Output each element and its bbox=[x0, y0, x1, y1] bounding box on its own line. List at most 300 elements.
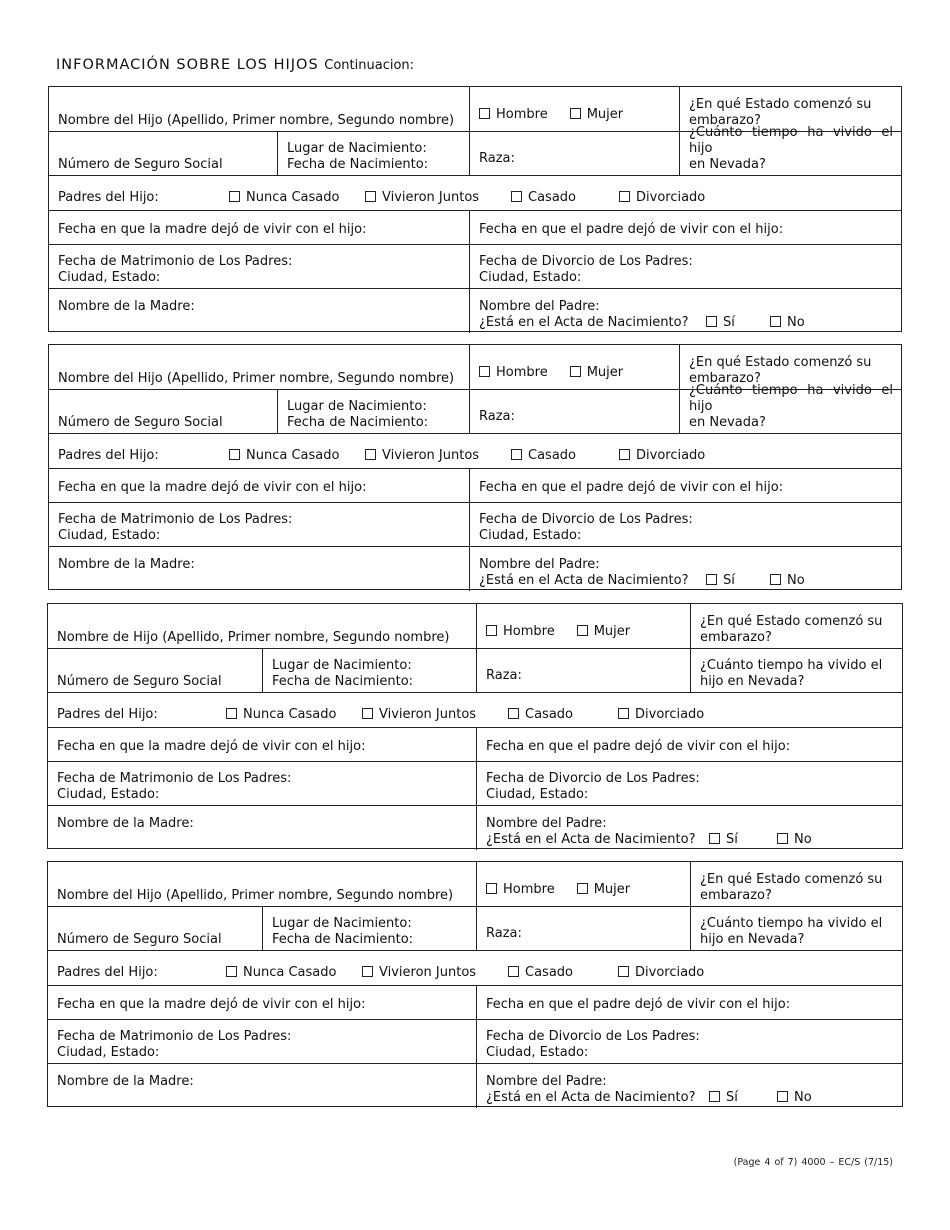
married-option[interactable] bbox=[508, 965, 573, 981]
female-label: Mujer bbox=[586, 365, 624, 380]
birth-cert-yes-label: Sí bbox=[723, 315, 735, 330]
race-label: Raza: bbox=[486, 668, 522, 683]
nevada-residence-text bbox=[700, 916, 894, 948]
mother-left-date-field[interactable] bbox=[49, 469, 469, 502]
birthdate-label: Fecha de Nacimiento: bbox=[272, 674, 414, 689]
nevada-residence-text bbox=[689, 125, 893, 173]
birth-cert-no-checkbox[interactable] bbox=[770, 574, 781, 585]
divorced-option[interactable] bbox=[618, 707, 704, 723]
gender-field[interactable] bbox=[476, 604, 690, 648]
father-left-text bbox=[486, 997, 894, 1013]
pregnancy-state-label-line2: embarazo? bbox=[700, 630, 772, 645]
birth-cert-yes-option[interactable] bbox=[709, 1090, 738, 1106]
birth-cert-yes-checkbox[interactable] bbox=[706, 316, 717, 327]
form-row bbox=[49, 546, 901, 591]
never-married-checkbox[interactable] bbox=[229, 191, 240, 202]
marriage-date-label: Fecha de Matrimonio de Los Padres: bbox=[58, 254, 293, 269]
pregnancy-state-label-line1: ¿En qué Estado comenzó su bbox=[700, 872, 883, 887]
form-row bbox=[49, 210, 901, 244]
pregnancy-state-label-line1: ¿En qué Estado comenzó su bbox=[700, 614, 883, 629]
lived-together-checkbox[interactable] bbox=[362, 708, 373, 719]
divorced-checkbox[interactable] bbox=[618, 966, 629, 977]
form-row bbox=[48, 985, 902, 1019]
mother-left-text bbox=[57, 997, 468, 1013]
race-field[interactable] bbox=[469, 132, 679, 175]
nevada-residence-label-line1: ¿Cuánto tiempo ha vivido el hijo bbox=[689, 383, 893, 414]
mother-name-text bbox=[57, 816, 468, 832]
ssn-label: Número de Seguro Social bbox=[58, 157, 223, 172]
pregnancy-state-text bbox=[700, 872, 894, 904]
child-name-field[interactable] bbox=[48, 604, 476, 648]
male-checkbox[interactable] bbox=[486, 883, 497, 894]
birth-cert-yes-option[interactable] bbox=[709, 832, 738, 848]
male-label: Hombre bbox=[503, 882, 555, 897]
mother-name-label: Nombre de la Madre: bbox=[58, 557, 195, 572]
lived-together-option[interactable] bbox=[365, 190, 479, 206]
married-label: Casado bbox=[525, 707, 573, 722]
father-left-label: Fecha en que el padre dejó de vivir con el hijo: bbox=[479, 222, 784, 237]
male-checkbox[interactable] bbox=[486, 625, 497, 636]
ssn-field[interactable] bbox=[48, 649, 262, 692]
never-married-checkbox[interactable] bbox=[229, 449, 240, 460]
race-label: Raza: bbox=[479, 409, 515, 424]
mother-name-label: Nombre de la Madre: bbox=[57, 816, 194, 831]
married-checkbox[interactable] bbox=[511, 191, 522, 202]
divorce-date-label: Fecha de Divorcio de Los Padres: bbox=[479, 254, 693, 269]
page-footer: (Page 4 of 7) 4000 – EC/S (7/15) bbox=[733, 1157, 893, 1168]
pregnancy-state-text bbox=[700, 614, 894, 646]
child-info-block bbox=[47, 861, 903, 1107]
female-checkbox[interactable] bbox=[577, 883, 588, 894]
nevada-residence-label-line2: hijo en Nevada? bbox=[700, 932, 805, 947]
birthplace-label: Lugar de Nacimiento: bbox=[287, 399, 427, 414]
birth-info-field[interactable] bbox=[277, 132, 469, 175]
marriage-date-label: Fecha de Matrimonio de Los Padres: bbox=[57, 771, 292, 786]
birth-info-field[interactable] bbox=[262, 649, 476, 692]
form-row bbox=[48, 761, 902, 805]
mother-name-label: Nombre de la Madre: bbox=[58, 299, 195, 314]
marriage-city-label: Ciudad, Estado: bbox=[57, 1045, 160, 1060]
mother-left-text bbox=[57, 739, 468, 755]
lived-together-checkbox[interactable] bbox=[365, 449, 376, 460]
birth-cert-yes-checkbox[interactable] bbox=[709, 1091, 720, 1102]
mother-left-label: Fecha en que la madre dejó de vivir con el hijo: bbox=[57, 997, 366, 1012]
birth-cert-no-checkbox[interactable] bbox=[777, 1091, 788, 1102]
parents-status-label: Padres del Hijo: bbox=[58, 448, 159, 463]
race-field[interactable] bbox=[476, 907, 690, 950]
never-married-label: Nunca Casado bbox=[243, 965, 337, 980]
mother-name-field[interactable] bbox=[48, 1064, 476, 1108]
birth-cert-yes-label: Sí bbox=[726, 832, 738, 847]
lived-together-checkbox[interactable] bbox=[362, 966, 373, 977]
birthdate-label: Fecha de Nacimiento: bbox=[287, 157, 429, 172]
father-left-date-field[interactable] bbox=[476, 728, 902, 761]
gender-line bbox=[479, 365, 671, 381]
page-heading bbox=[56, 57, 414, 73]
female-label: Mujer bbox=[593, 882, 631, 897]
divorced-option[interactable] bbox=[619, 190, 705, 206]
father-left-date-field[interactable] bbox=[469, 211, 901, 244]
lived-together-label: Vivieron Juntos bbox=[382, 448, 480, 463]
nevada-residence-field[interactable] bbox=[679, 125, 901, 175]
gender-line bbox=[486, 624, 682, 640]
divorce-text bbox=[486, 1029, 894, 1061]
child-info-block bbox=[47, 603, 903, 849]
father-name-field[interactable] bbox=[469, 547, 901, 591]
marriage-city-label: Ciudad, Estado: bbox=[57, 787, 160, 802]
child-name-label: Nombre del Hijo (Apellido, Primer nombre, Segundo nombre) bbox=[58, 371, 455, 386]
ssn-field[interactable] bbox=[49, 132, 277, 175]
form-row bbox=[49, 433, 901, 468]
divorce-date-field[interactable] bbox=[469, 503, 901, 546]
never-married-checkbox[interactable] bbox=[226, 708, 237, 719]
birth-certificate-label: ¿Está en el Acta de Nacimiento? bbox=[479, 573, 689, 588]
pregnancy-state-label-line1: ¿En qué Estado comenzó su bbox=[689, 97, 872, 112]
parents-status-label: Padres del Hijo: bbox=[58, 190, 159, 205]
never-married-label: Nunca Casado bbox=[243, 707, 337, 722]
birth-info-text bbox=[287, 399, 461, 431]
parents-status-label: Padres del Hijo: bbox=[57, 707, 158, 722]
birth-cert-yes-option[interactable] bbox=[706, 573, 735, 589]
nevada-residence-label-line2: en Nevada? bbox=[689, 157, 766, 172]
pregnancy-state-label-line2: embarazo? bbox=[700, 888, 772, 903]
child-name-label: Nombre del Hijo (Apellido, Primer nombre, Segundo nombre) bbox=[57, 888, 454, 903]
married-label: Casado bbox=[525, 965, 573, 980]
child-name-field[interactable] bbox=[49, 87, 469, 131]
birth-cert-no-option[interactable] bbox=[770, 573, 805, 589]
form-row bbox=[48, 604, 902, 648]
divorce-city-label: Ciudad, Estado: bbox=[486, 1045, 589, 1060]
race-label: Raza: bbox=[486, 926, 522, 941]
married-label: Casado bbox=[528, 190, 576, 205]
divorced-label: Divorciado bbox=[636, 190, 706, 205]
nevada-residence-label-line2: hijo en Nevada? bbox=[700, 674, 805, 689]
father-name-field[interactable] bbox=[476, 806, 902, 850]
mother-name-field[interactable] bbox=[49, 547, 469, 591]
divorce-city-label: Ciudad, Estado: bbox=[479, 270, 582, 285]
nevada-residence-label-line1: ¿Cuánto tiempo ha vivido el hijo bbox=[689, 125, 893, 156]
male-label: Hombre bbox=[496, 107, 548, 122]
ssn-text bbox=[58, 157, 269, 173]
ssn-text bbox=[57, 932, 254, 948]
pregnancy-state-label-line2: embarazo? bbox=[689, 113, 761, 128]
divorced-label: Divorciado bbox=[636, 448, 706, 463]
never-married-option[interactable] bbox=[226, 965, 336, 981]
mother-left-label: Fecha en que la madre dejó de vivir con el hijo: bbox=[57, 739, 366, 754]
divorced-option[interactable] bbox=[619, 448, 705, 464]
child-name-label: Nombre de Hijo (Apellido, Primer nombre, Segundo nombre) bbox=[57, 630, 450, 645]
form-row bbox=[49, 288, 901, 333]
divorced-option[interactable] bbox=[618, 965, 704, 981]
married-checkbox[interactable] bbox=[508, 966, 519, 977]
race-text bbox=[479, 151, 671, 167]
ssn-text bbox=[57, 674, 254, 690]
marriage-text bbox=[58, 512, 461, 544]
nevada-residence-field[interactable] bbox=[679, 383, 901, 433]
divorce-date-label: Fecha de Divorcio de Los Padres: bbox=[486, 771, 700, 786]
mother-left-text bbox=[58, 222, 461, 238]
form-row bbox=[49, 383, 901, 433]
male-label: Hombre bbox=[503, 624, 555, 639]
birth-cert-yes-label: Sí bbox=[723, 573, 735, 588]
father-name-text bbox=[479, 557, 893, 589]
nevada-residence-field[interactable] bbox=[690, 907, 902, 950]
child-name-field[interactable] bbox=[48, 862, 476, 906]
divorce-city-label: Ciudad, Estado: bbox=[486, 787, 589, 802]
marriage-city-label: Ciudad, Estado: bbox=[58, 270, 161, 285]
birth-cert-no-option[interactable] bbox=[777, 832, 812, 848]
married-option[interactable] bbox=[511, 190, 576, 206]
father-left-date-field[interactable] bbox=[469, 469, 901, 502]
child-name-text bbox=[58, 113, 461, 129]
birth-info-text bbox=[272, 916, 468, 948]
race-text bbox=[486, 668, 682, 684]
married-checkbox[interactable] bbox=[511, 449, 522, 460]
gender-options bbox=[479, 107, 671, 123]
father-name-field[interactable] bbox=[469, 289, 901, 333]
married-checkbox[interactable] bbox=[508, 708, 519, 719]
divorce-date-label: Fecha de Divorcio de Los Padres: bbox=[479, 512, 693, 527]
never-married-label: Nunca Casado bbox=[246, 448, 340, 463]
birthplace-label: Lugar de Nacimiento: bbox=[287, 141, 427, 156]
mother-left-date-field[interactable] bbox=[49, 211, 469, 244]
form-row bbox=[48, 692, 902, 727]
marriage-date-label: Fecha de Matrimonio de Los Padres: bbox=[58, 512, 293, 527]
lived-together-option[interactable] bbox=[365, 448, 479, 464]
birth-cert-no-checkbox[interactable] bbox=[770, 316, 781, 327]
father-name-label: Nombre del Padre: bbox=[486, 1074, 607, 1089]
divorce-text bbox=[479, 254, 893, 286]
birth-cert-yes-option[interactable] bbox=[706, 315, 735, 331]
divorced-label: Divorciado bbox=[635, 965, 705, 980]
female-checkbox[interactable] bbox=[570, 366, 581, 377]
parents-status-label: Padres del Hijo: bbox=[57, 965, 158, 980]
lived-together-option[interactable] bbox=[362, 965, 476, 981]
pregnancy-state-field[interactable] bbox=[690, 604, 902, 648]
father-left-text bbox=[486, 739, 894, 755]
pregnancy-state-label-line1: ¿En qué Estado comenzó su bbox=[689, 355, 872, 370]
nevada-residence-field[interactable] bbox=[690, 649, 902, 692]
never-married-option[interactable] bbox=[229, 190, 339, 206]
form-row bbox=[49, 125, 901, 175]
father-name-label: Nombre del Padre: bbox=[479, 299, 600, 314]
nevada-residence-label-line1: ¿Cuánto tiempo ha vivido el bbox=[700, 916, 883, 931]
marriage-text bbox=[57, 771, 468, 803]
nevada-residence-label-line1: ¿Cuánto tiempo ha vivido el bbox=[700, 658, 883, 673]
birth-certificate-label: ¿Está en el Acta de Nacimiento? bbox=[486, 1090, 696, 1105]
male-checkbox[interactable] bbox=[479, 366, 490, 377]
lived-together-checkbox[interactable] bbox=[365, 191, 376, 202]
divorce-date-field[interactable] bbox=[476, 762, 902, 805]
form-row bbox=[48, 906, 902, 950]
mother-left-date-field[interactable] bbox=[48, 728, 476, 761]
ssn-field[interactable] bbox=[48, 907, 262, 950]
birth-certificate-label: ¿Está en el Acta de Nacimiento? bbox=[479, 315, 689, 330]
birthdate-label: Fecha de Nacimiento: bbox=[287, 415, 429, 430]
form-row bbox=[48, 805, 902, 850]
pregnancy-state-label-line2: embarazo? bbox=[689, 371, 761, 386]
marriage-text bbox=[58, 254, 461, 286]
birth-info-text bbox=[287, 141, 461, 173]
form-row bbox=[49, 502, 901, 546]
married-option[interactable] bbox=[511, 448, 576, 464]
birth-cert-no-checkbox[interactable] bbox=[777, 833, 788, 844]
birth-cert-no-label: No bbox=[794, 1090, 812, 1105]
heading-suffix: Continuacion: bbox=[324, 58, 415, 73]
never-married-option[interactable] bbox=[226, 707, 336, 723]
gender-field[interactable] bbox=[469, 345, 679, 389]
marriage-date-field[interactable] bbox=[48, 1020, 476, 1063]
mother-name-text bbox=[58, 557, 461, 573]
birth-cert-no-label: No bbox=[794, 832, 812, 847]
parents-status-field[interactable] bbox=[49, 434, 901, 468]
lived-together-label: Vivieron Juntos bbox=[382, 190, 480, 205]
race-field[interactable] bbox=[476, 649, 690, 692]
birth-cert-no-label: No bbox=[787, 315, 805, 330]
heading-title: INFORMACIÓN SOBRE LOS HIJOS bbox=[56, 57, 319, 73]
marriage-date-label: Fecha de Matrimonio de Los Padres: bbox=[57, 1029, 292, 1044]
parents-status-field[interactable] bbox=[48, 951, 902, 985]
pregnancy-state-field[interactable] bbox=[690, 862, 902, 906]
married-label: Casado bbox=[528, 448, 576, 463]
male-checkbox[interactable] bbox=[479, 108, 490, 119]
mother-name-field[interactable] bbox=[49, 289, 469, 333]
ssn-label: Número de Seguro Social bbox=[57, 674, 222, 689]
child-name-text bbox=[57, 630, 468, 646]
male-label: Hombre bbox=[496, 365, 548, 380]
nevada-residence-text bbox=[700, 658, 894, 690]
divorced-checkbox[interactable] bbox=[618, 708, 629, 719]
birth-cert-yes-label: Sí bbox=[726, 1090, 738, 1105]
divorced-label: Divorciado bbox=[635, 707, 705, 722]
child-name-text bbox=[58, 371, 461, 387]
divorce-text bbox=[486, 771, 894, 803]
birth-cert-yes-checkbox[interactable] bbox=[709, 833, 720, 844]
marriage-date-field[interactable] bbox=[49, 503, 469, 546]
gender-field[interactable] bbox=[476, 862, 690, 906]
form-row bbox=[48, 1063, 902, 1108]
child-info-block bbox=[48, 344, 902, 590]
form-row bbox=[48, 950, 902, 985]
divorce-text bbox=[479, 512, 893, 544]
female-label: Mujer bbox=[593, 624, 631, 639]
never-married-label: Nunca Casado bbox=[246, 190, 340, 205]
birth-info-text bbox=[272, 658, 468, 690]
father-left-label: Fecha en que el padre dejó de vivir con el hijo: bbox=[479, 480, 784, 495]
nevada-residence-label-line2: en Nevada? bbox=[689, 415, 766, 430]
birth-info-field[interactable] bbox=[262, 907, 476, 950]
mother-left-label: Fecha en que la madre dejó de vivir con el hijo: bbox=[58, 222, 367, 237]
gender-options bbox=[486, 624, 682, 640]
mother-name-label: Nombre de la Madre: bbox=[57, 1074, 194, 1089]
mother-name-text bbox=[57, 1074, 468, 1090]
marriage-date-field[interactable] bbox=[48, 762, 476, 805]
father-left-text bbox=[479, 480, 893, 496]
father-left-text bbox=[479, 222, 893, 238]
child-name-text bbox=[57, 888, 468, 904]
birthplace-label: Lugar de Nacimiento: bbox=[272, 916, 412, 931]
nevada-residence-text bbox=[689, 383, 893, 431]
father-left-label: Fecha en que el padre dejó de vivir con el hijo: bbox=[486, 997, 791, 1012]
birth-cert-yes-checkbox[interactable] bbox=[706, 574, 717, 585]
divorced-checkbox[interactable] bbox=[619, 191, 630, 202]
race-field[interactable] bbox=[469, 390, 679, 433]
form-row bbox=[49, 244, 901, 288]
lived-together-option[interactable] bbox=[362, 707, 476, 723]
never-married-checkbox[interactable] bbox=[226, 966, 237, 977]
father-name-label: Nombre del Padre: bbox=[479, 557, 600, 572]
birth-cert-no-label: No bbox=[787, 573, 805, 588]
child-name-field[interactable] bbox=[49, 345, 469, 389]
female-checkbox[interactable] bbox=[570, 108, 581, 119]
birthplace-label: Lugar de Nacimiento: bbox=[272, 658, 412, 673]
divorce-date-field[interactable] bbox=[476, 1020, 902, 1063]
father-name-text bbox=[479, 299, 893, 331]
father-name-text bbox=[486, 816, 894, 848]
birth-info-field[interactable] bbox=[277, 390, 469, 433]
gender-options bbox=[486, 882, 682, 898]
lived-together-label: Vivieron Juntos bbox=[379, 707, 477, 722]
form-row bbox=[49, 175, 901, 210]
birth-cert-no-option[interactable] bbox=[777, 1090, 812, 1106]
race-text bbox=[479, 409, 671, 425]
gender-field[interactable] bbox=[469, 87, 679, 131]
ssn-field[interactable] bbox=[49, 390, 277, 433]
marriage-text bbox=[57, 1029, 468, 1061]
ssn-text bbox=[58, 415, 269, 431]
gender-line bbox=[486, 882, 682, 898]
never-married-option[interactable] bbox=[229, 448, 339, 464]
marriage-date-field[interactable] bbox=[49, 245, 469, 288]
female-label: Mujer bbox=[586, 107, 624, 122]
mother-name-text bbox=[58, 299, 461, 315]
divorce-date-field[interactable] bbox=[469, 245, 901, 288]
female-checkbox[interactable] bbox=[577, 625, 588, 636]
form-row bbox=[48, 648, 902, 692]
father-left-label: Fecha en que el padre dejó de vivir con el hijo: bbox=[486, 739, 791, 754]
child-name-label: Nombre del Hijo (Apellido, Primer nombre, Segundo nombre) bbox=[58, 113, 455, 128]
gender-options bbox=[479, 365, 671, 381]
mother-left-text bbox=[58, 480, 461, 496]
form-row bbox=[48, 862, 902, 906]
birth-cert-no-option[interactable] bbox=[770, 315, 805, 331]
race-text bbox=[486, 926, 682, 942]
parents-status-field[interactable] bbox=[49, 176, 901, 210]
gender-line bbox=[479, 107, 671, 123]
divorce-city-label: Ciudad, Estado: bbox=[479, 528, 582, 543]
divorced-checkbox[interactable] bbox=[619, 449, 630, 460]
ssn-label: Número de Seguro Social bbox=[58, 415, 223, 430]
father-name-text bbox=[486, 1074, 894, 1106]
ssn-label: Número de Seguro Social bbox=[57, 932, 222, 947]
mother-left-date-field[interactable] bbox=[48, 986, 476, 1019]
form-row bbox=[48, 727, 902, 761]
birth-certificate-label: ¿Está en el Acta de Nacimiento? bbox=[486, 832, 696, 847]
race-label: Raza: bbox=[479, 151, 515, 166]
form-row bbox=[48, 1019, 902, 1063]
child-info-block bbox=[48, 86, 902, 332]
form-row bbox=[49, 468, 901, 502]
parents-status-field[interactable] bbox=[48, 693, 902, 727]
lived-together-label: Vivieron Juntos bbox=[379, 965, 477, 980]
married-option[interactable] bbox=[508, 707, 573, 723]
mother-name-field[interactable] bbox=[48, 806, 476, 850]
marriage-city-label: Ciudad, Estado: bbox=[58, 528, 161, 543]
father-left-date-field[interactable] bbox=[476, 986, 902, 1019]
father-name-field[interactable] bbox=[476, 1064, 902, 1108]
divorce-date-label: Fecha de Divorcio de Los Padres: bbox=[486, 1029, 700, 1044]
mother-left-label: Fecha en que la madre dejó de vivir con el hijo: bbox=[58, 480, 367, 495]
